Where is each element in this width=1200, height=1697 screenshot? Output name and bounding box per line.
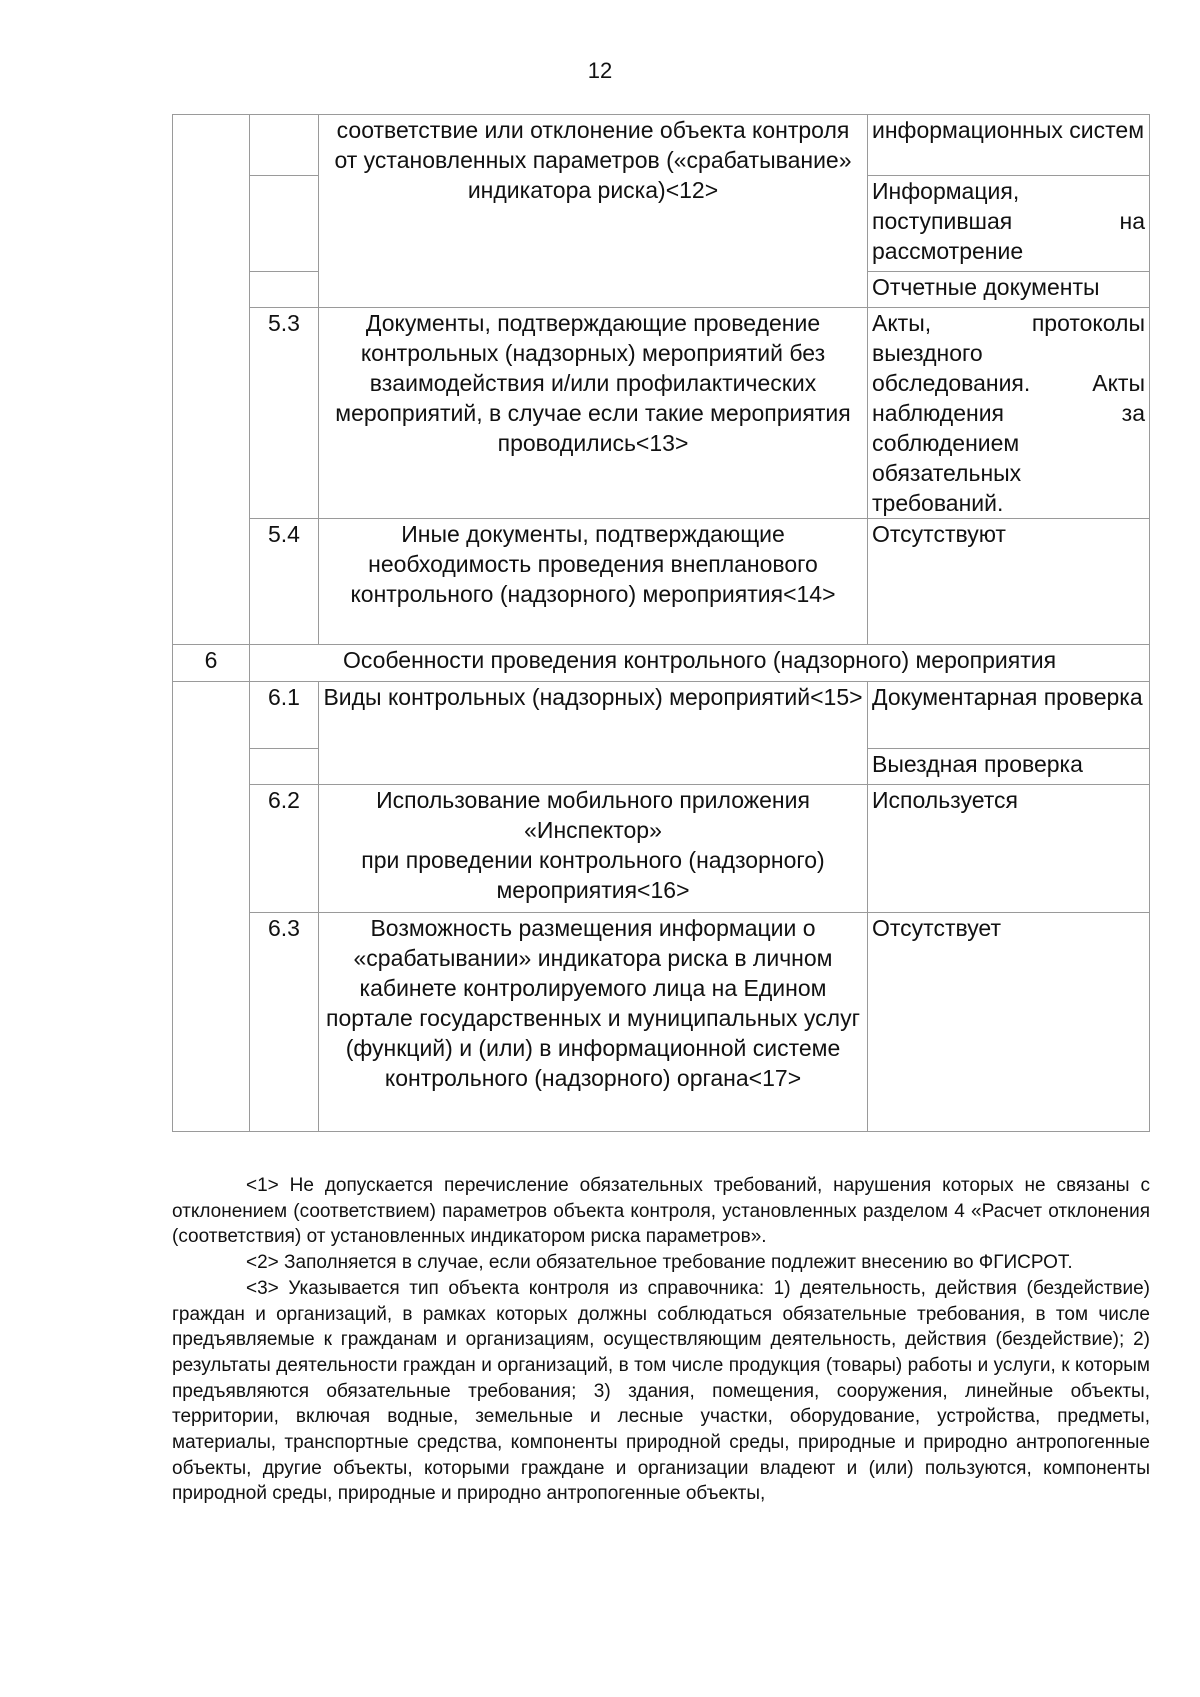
table-row (173, 115, 1150, 176)
value-cell: Отсутствует (868, 913, 1150, 1132)
item-number-cell: 6.2 (250, 785, 319, 913)
item-number-cell: 5.4 (250, 519, 319, 645)
item-number-cell: 6.3 (250, 913, 319, 1132)
table-row (173, 682, 1150, 749)
description-cell: Виды контрольных (надзорных) мероприятий<15> (319, 682, 868, 785)
item-number-cell: 6.1 (250, 682, 319, 749)
footnote: <3> Указывается тип объекта контроля из справочника: 1) деятельность, действия (бездействие) граждан и организаций, в рамках которых должны соблюдаться обязательные требования, в том числе предъявляемые к гражданам и организациям, осуществляющим деятельность, действия (бездействие); 2) результаты деятельности граждан и организаций, в том числе продукция (товары) работы и услуги, к которым предъявляются обязательные требования; 3) здания, помещения, сооружения, линейные объекты, территории, включая водные, земельные и лесные участки, оборудование, устройства, предметы, материалы, транспортные средства, компоненты природной среды, природные и природно антропогенные объекты, другие объекты, которыми граждане и организации владеют и (или) пользуются, компоненты природной среды, природные и природно антропогенные объекты, (172, 1277, 1150, 1505)
description-cell (319, 785, 868, 913)
footnote: <2> Заполняется в случае, если обязательное требование подлежит внесению во ФГИСРОТ. (246, 1252, 1073, 1274)
value-cell: Выездная проверка (868, 749, 1150, 785)
value-cell: Отчетные документы (868, 272, 1150, 308)
description-cell: Возможность размещения информации о «срабатывании» индикатора риска в личном кабинете контролируемого лица на Едином портале государственных и муниципальных услуг (функций) и (или) в информационной системе контрольного (надзорного) органа<17> (319, 913, 868, 1132)
description-cell: Иные документы, подтверждающие необходимость проведения внепланового контрольного (надзорного) мероприятия<14> (319, 519, 868, 645)
description-cell: соответствие или отклонение объекта контроля от установленных параметров («срабатывание» индикатора риска)<12> (319, 115, 868, 308)
value-cell: Отсутствуют (868, 519, 1150, 645)
value-cell: Акты, протоколы выездного обследования. Акты наблюдения за соблюдением обязательных требований. (868, 308, 1150, 519)
item-number-cell (250, 115, 319, 176)
value-cell: Информация, поступившая на рассмотрение (868, 176, 1150, 272)
footnote: <1> Не допускается перечисление обязательных требований, нарушения которых не связаны с отклонением (соответствием) параметров объекта контроля, установленных разделом 4 «Расчет отклонения (соответствия) от установленных индикатором риска параметров». (172, 1175, 1150, 1248)
requirements-table (172, 114, 1150, 1132)
table-row (173, 913, 1150, 1132)
page-number: 12 (587, 58, 613, 83)
group-cell (173, 682, 250, 1132)
value-cell: Документарная проверка (868, 682, 1150, 749)
section-number-cell: 6 (173, 645, 250, 682)
section-title-cell: Особенности проведения контрольного (надзорного) мероприятия (250, 645, 1150, 682)
group-cell (173, 115, 250, 645)
table-row (173, 785, 1150, 913)
value-cell: Используется (868, 785, 1150, 913)
item-number-cell (250, 749, 319, 785)
description-cell: Документы, подтверждающие проведение контрольных (надзорных) мероприятий без взаимодействия и/или профилактических мероприятий, в случае если такие мероприятия проводились<13> (319, 308, 868, 519)
table-row (173, 308, 1150, 519)
description-line: Использование мобильного приложения «Инспектор» (376, 787, 810, 843)
item-number-cell (250, 272, 319, 308)
footnotes (172, 1173, 1150, 1507)
value-cell: информационных систем (868, 115, 1150, 176)
item-number-cell: 5.3 (250, 308, 319, 519)
item-number-cell (250, 176, 319, 272)
table-row (173, 519, 1150, 645)
description-line: при проведении контрольного (надзорного) мероприятия<16> (361, 847, 825, 903)
section-header-row (173, 645, 1150, 682)
